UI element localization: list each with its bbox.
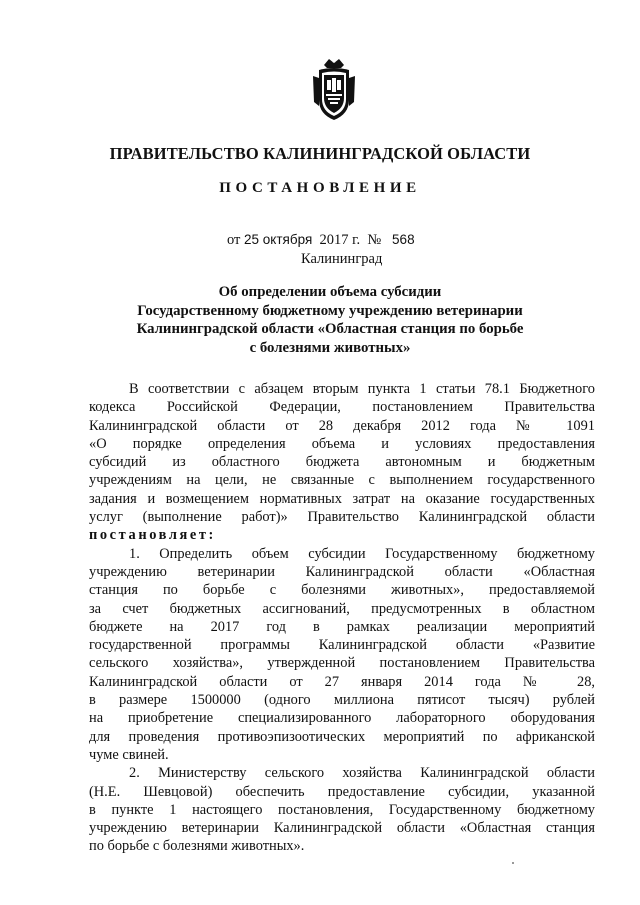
date-prefix: от <box>227 232 241 248</box>
document-body <box>89 380 595 856</box>
body-line: учреждению ветеринарии Калининградской области «Областная <box>89 563 595 580</box>
body-line: по борьбе с болезнями животных». <box>89 838 305 855</box>
body-line: учреждению ветеринарии Калининградской области «Областная станция <box>89 820 595 837</box>
document-title <box>100 283 560 357</box>
title-line: с болезнями животных» <box>249 339 411 356</box>
body-line: субсидий из областного бюджета автономным и бюджетным <box>89 454 595 471</box>
resolution-word: постановляет: <box>89 527 216 544</box>
body-line: «О порядке определения объема и условиях предоставления <box>89 435 595 452</box>
title-line: Калининградской области «Областная станция по борьбе <box>136 321 524 337</box>
body-line: 1. Определить объем субсидии Государственному бюджетному <box>129 545 595 562</box>
body-line: на приобретение специализированного лабораторного оборудования <box>89 710 595 727</box>
date-number-line <box>227 232 415 249</box>
body-line: В соответствии с абзацем вторым пункта 1 статьи 78.1 Бюджетного <box>129 381 595 397</box>
body-line: учреждениям на цели, не связанные с выполнением государственного <box>89 472 595 489</box>
title-line: Об определении объема субсидии <box>218 284 442 300</box>
body-line: Калининградской области от 27 января 2014 года № 28, <box>89 673 595 690</box>
document-date: 25 октября <box>244 232 313 247</box>
body-line: станция по борьбе с болезнями животных», предоставляемой <box>89 582 595 599</box>
coat-of-arms-emblem <box>310 56 358 122</box>
government-heading: ПРАВИТЕЛЬСТВО КАЛИНИНГРАДСКОЙ ОБЛАСТИ <box>109 144 531 163</box>
document-type-heading: ПОСТАНОВЛЕНИЕ <box>219 180 421 196</box>
body-line: для проведения противоэпизоотических мероприятий по африканской <box>89 728 595 745</box>
document-year: 2017 г. <box>319 232 361 248</box>
body-line: 2. Министерству сельского хозяйства Калининградской области <box>129 765 595 782</box>
body-line: чуме свиней. <box>89 746 169 763</box>
body-line: Калининградской области от 28 декабря 2012 года № 1091 <box>89 417 595 434</box>
number-sign: № <box>367 232 382 248</box>
title-line: Государственному бюджетному учреждению ветеринарии <box>137 302 523 319</box>
body-line: за счет бюджетных ассигнований, предусмотренных в областном <box>89 600 595 617</box>
body-line: сельского хозяйства», утвержденной постановлением Правительства <box>89 655 595 672</box>
body-line: в размере 1500000 (одного миллиона пятисот тысяч) рублей <box>89 692 595 709</box>
body-line: (Н.Е. Шевцовой) обеспечить предоставление субсидии, указанной <box>89 783 595 800</box>
body-line: кодекса Российской Федерации, постановлением Правительства <box>89 399 595 416</box>
document-number: 568 <box>392 232 415 247</box>
city-name: Калининград <box>301 251 383 267</box>
body-line: в пункте 1 настоящего постановления, Государственному бюджетному <box>89 801 595 818</box>
body-line: задания и возмещением нормативных затрат на оказание государственных <box>89 490 595 507</box>
scan-speck <box>512 862 514 864</box>
body-line: услуг (выполнение работ)» Правительство Калининградской области <box>89 509 595 526</box>
body-line: бюджете на 2017 год в рамках реализации мероприятий <box>89 618 595 635</box>
body-line: государственной программы Калининградской области «Развитие <box>89 637 595 654</box>
